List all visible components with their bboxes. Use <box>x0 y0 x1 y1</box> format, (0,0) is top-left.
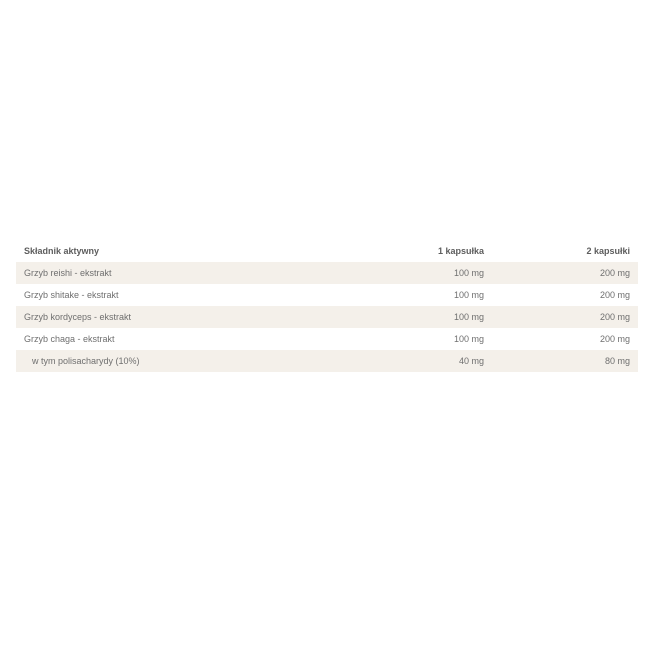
amount-two-capsules: 200 mg <box>484 284 638 306</box>
header-two-capsules: 2 kapsułki <box>586 246 630 256</box>
ingredient-name: Grzyb chaga - ekstrakt <box>16 328 334 350</box>
table-header <box>16 240 638 262</box>
table-body <box>16 262 638 372</box>
amount-one-capsule: 100 mg <box>334 306 484 328</box>
ingredient-name: Grzyb shitake - ekstrakt <box>16 284 334 306</box>
amount-two-capsules: 200 mg <box>484 262 638 284</box>
table-row <box>16 306 638 328</box>
ingredient-name: Grzyb reishi - ekstrakt <box>16 262 334 284</box>
amount-two-capsules: 200 mg <box>484 306 638 328</box>
header-row <box>16 240 638 262</box>
header-one-capsule: 1 kapsułka <box>437 246 484 256</box>
amount-one-capsule: 40 mg <box>334 350 484 372</box>
ingredients-table-container <box>16 240 630 372</box>
amount-two-capsules: 200 mg <box>484 328 638 350</box>
ingredient-subitem-name: w tym polisacharydy (10%) <box>16 350 334 372</box>
table-row <box>16 328 638 350</box>
table-row <box>16 284 638 306</box>
amount-one-capsule: 100 mg <box>334 262 484 284</box>
amount-one-capsule: 100 mg <box>334 284 484 306</box>
ingredient-name: Grzyb kordyceps - ekstrakt <box>16 306 334 328</box>
ingredients-table <box>16 240 638 372</box>
table-row <box>16 350 638 372</box>
header-ingredient: Składnik aktywny <box>24 246 100 256</box>
table-row <box>16 262 638 284</box>
amount-one-capsule: 100 mg <box>334 328 484 350</box>
amount-two-capsules: 80 mg <box>484 350 638 372</box>
